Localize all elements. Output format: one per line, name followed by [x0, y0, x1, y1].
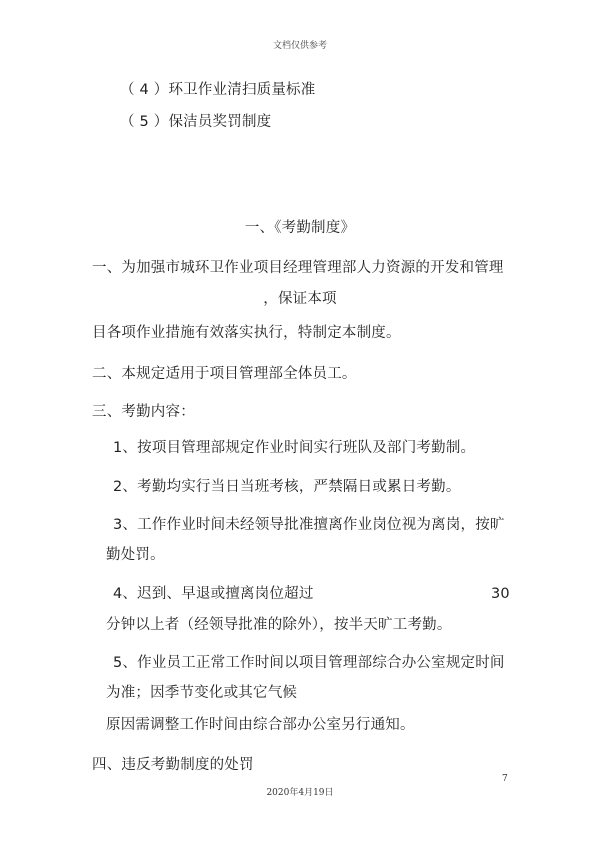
page-header: 文档仅供参考	[272, 41, 327, 51]
attendance-item-5-line-3: 原因需调整工作时间由综合部办公室另行通知。	[106, 717, 415, 733]
paragraph-2: 二、本规定适用于项目管理部全体员工。	[92, 366, 357, 382]
toc-item-4: （ 4 ）环卫作业清扫质量标准	[120, 82, 316, 98]
attendance-item-5-line-2: 为准；因季节变化或其它气候	[106, 685, 298, 701]
footer-date: 2020年4月19日	[266, 788, 334, 798]
paragraph-1-line-2: ，保证本项	[263, 291, 337, 307]
page-number: 7	[502, 774, 508, 784]
attendance-item-4-line-1: 4、迟到、早退或擅离岗位超过	[113, 586, 314, 602]
attendance-item-3-line-2: 勤处罚。	[106, 547, 165, 563]
attendance-item-4-line-2: 分钟以上者（经领导批准的除外），按半天旷工考勤。	[106, 617, 452, 633]
attendance-item-3-line-1: 3、工作作业时间未经领导批准擅离作业岗位视为离岗，按旷	[113, 517, 505, 533]
attendance-item-1: 1、按项目管理部规定作业时间实行班队及部门考勤制。	[113, 440, 476, 456]
paragraph-1-line-1: 一、为加强市城环卫作业项目经理管理部人力资源的开发和管理	[92, 260, 504, 276]
attendance-item-5-line-1: 5、作业员工正常工作时间以项目管理部综合办公室规定时间	[113, 655, 505, 671]
paragraph-1-line-3: 目各项作业措施有效落实执行，特制定本制度。	[92, 325, 401, 341]
attendance-item-2: 2、考勤均实行当日当班考核，严禁隔日或累日考勤。	[113, 479, 461, 495]
attendance-item-4-number: 30	[491, 586, 510, 602]
toc-item-5: （ 5 ）保洁员奖罚制度	[120, 114, 272, 130]
paragraph-4-heading: 四、违反考勤制度的处罚	[92, 757, 254, 773]
section-title: 一、《考勤制度》	[244, 220, 356, 236]
paragraph-3-heading: 三、考勤内容：	[92, 404, 195, 420]
